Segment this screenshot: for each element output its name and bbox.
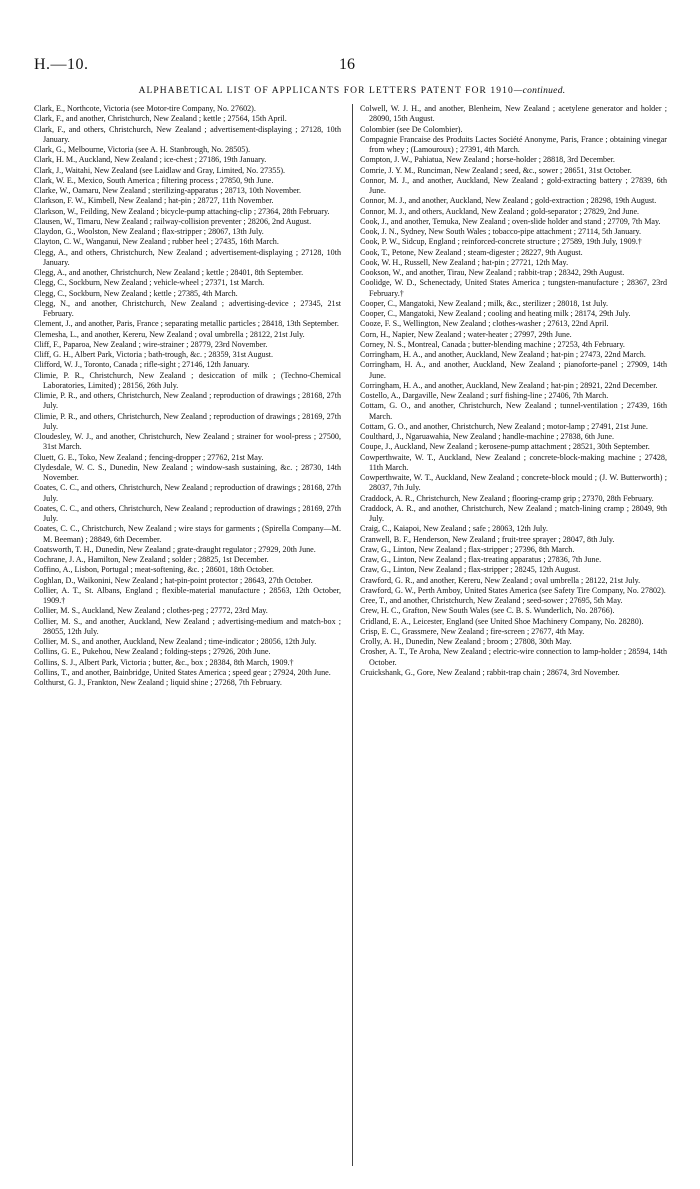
list-entry: Cottam, G. O., and another, Christchurch, New Zealand ; tunnel-ventilation ; 27439, 16th March. (360, 401, 667, 421)
list-entry: Cowperthwaite, W. T., Auckland, New Zealand ; concrete-block-making machine ; 27428, 11th March. (360, 452, 667, 472)
list-entry: Cliff, F., Paparoa, New Zealand ; wire-strainer ; 28779, 23rd November. (34, 339, 268, 349)
list-entry: Craddock, A. R., and another, Christchurch, New Zealand ; match-lining cramp ; 28049, 9th July. (360, 503, 667, 523)
list-entry: Costello, A., Dargaville, New Zealand ; surf fishing-line ; 27406, 7th March. (360, 391, 609, 400)
list-entry: Colombier (see De Colombier). (360, 124, 463, 134)
list-entry: Climie, P. R., and others, Christchurch, New Zealand ; reproduction of drawings ; 28168, 27th July. (34, 391, 341, 411)
list-entry: Craig, C., Kaiapoi, New Zealand ; safe ; 28063, 12th July. (360, 524, 548, 534)
list-entry: Clark, E., Northcote, Victoria (see Motor-tire Company, No. 27602). (34, 104, 256, 113)
list-entry: Collier, M. S., and another, Auckland, New Zealand ; advertising-medium and match-box ; 28055, 12th July. (34, 616, 341, 636)
list-entry: Cowperthwaite, W. T., Auckland, New Zealand ; concrete-block mould ; (J. W. Butterworth) ; 28037, 7th July. (360, 473, 667, 493)
list-entry: Coghlan, D., Waikonini, New Zealand ; hat-pin-point protector ; 28643, 27th October. (34, 575, 313, 585)
list-entry: Collier, A. T., St. Albans, England ; flexible-material manufacture ; 28563, 12th October, 1909.† (34, 585, 341, 605)
list-entry: Cooze, F. S., Wellington, New Zealand ; clothes-washer ; 27613, 22nd April. (360, 319, 609, 329)
list-entry: Cook, T., Petone, New Zealand ; steam-digester ; 28227, 9th August. (360, 247, 583, 257)
title-continued: —continued. (513, 86, 566, 96)
list-entry: Clydesdale, W. C. S., Dunedin, New Zealand ; window-sash sustaining, &c. ; 28730, 14th November. (34, 462, 341, 482)
list-entry: Coates, C. C., and others, Christchurch, New Zealand ; reproduction of drawings ; 28168, 27th July. (34, 483, 341, 503)
list-entry: Clegg, C., Sockburn, New Zealand ; vehicle-wheel ; 27371, 1st March. (34, 278, 265, 288)
list-entry: Colthurst, G. J., Frankton, New Zealand ; liquid shine ; 27268, 7th February. (34, 678, 282, 687)
list-entry: Clarkson, F. W., Kimbell, New Zealand ; hat-pin ; 28727, 11th November. (34, 196, 274, 206)
list-entry: Clark, F., and another, Christchurch, New Zealand ; kettle ; 27564, 15th April. (34, 114, 287, 124)
list-entry: Clark, G., Melbourne, Victoria (see A. H. Stanbrough, No. 28505). (34, 145, 251, 154)
list-entry: Collins, G. E., Pukehou, New Zealand ; folding-steps ; 27926, 20th June. (34, 647, 271, 657)
list-entry: Claydon, G., Woolston, New Zealand ; flax-stripper ; 28067, 13th July. (34, 227, 264, 236)
list-entry: Cruickshank, G., Gore, New Zealand ; rabbit-trap chain ; 28674, 3rd November. (360, 667, 620, 677)
list-entry: Cookson, W., and another, Tirau, New Zealand ; rabbit-trap ; 28342, 29th August. (360, 268, 625, 277)
list-entry: Corn, H., Napier, New Zealand ; water-heater ; 27997, 29th June. (360, 329, 572, 339)
list-entry: Cluett, G. E., Toko, New Zealand ; fencing-dropper ; 27762, 21st May. (34, 452, 264, 462)
list-entry: Coupe, J., Auckland, New Zealand ; kerosene-pump attachment ; 28521, 30th September. (360, 442, 650, 452)
list-entry: Clement, J., and another, Paris, France ; separating metallic particles ; 28418, 13th September. (34, 319, 339, 329)
list-entry: Corringham, H. A., and another, Auckland, New Zealand ; hat-pin ; 28921, 22nd December. (360, 380, 658, 390)
list-entry: Cloudesley, W. J., and another, Christchurch, New Zealand ; strainer for wool-press ; 27500, 31st March. (34, 432, 341, 452)
list-entry: Cooper, C., Mangatoki, New Zealand ; cooling and heating milk ; 28174, 29th July. (360, 309, 631, 318)
title-main: ALPHABETICAL LIST OF APPLICANTS FOR LETTERS PATENT FOR 1910 (138, 86, 514, 96)
list-entry: Clarke, W., Oamaru, New Zealand ; sterilizing-apparatus ; 28713, 10th November. (34, 186, 302, 195)
list-entry: Clegg, A., and another, Christchurch, New Zealand ; kettle ; 28401, 8th September. (34, 268, 304, 277)
list-entry: Compton, J. W., Pahiatua, New Zealand ; horse-holder ; 28818, 3rd December. (360, 155, 615, 165)
list-entry: Cree, T., and another, Christchurch, New Zealand ; seed-sower ; 27695, 5th May. (360, 596, 623, 605)
list-entry: Coulthard, J., Ngaruawahia, New Zealand ; handle-machine ; 27838, 6th June. (360, 432, 614, 441)
list-entry: Clausen, W., Timaru, New Zealand ; railway-collision preventer ; 28206, 2nd August. (34, 216, 312, 226)
list-entry: Crawford, G. W., Perth Amboy, United States America (see Safety Tire Company, No. 27802). (360, 585, 666, 595)
list-entry: Coolidge, W. D., Schenectady, United States America ; tungsten-manufacture ; 28367, 23rd February.† (360, 278, 667, 298)
list-entry: Connor, M. J., and others, Auckland, New Zealand ; gold-separator ; 27829, 2nd June. (360, 206, 640, 216)
list-entry: Clegg, N., and another, Christchurch, New Zealand ; advertising-device ; 27345, 21st February. (34, 298, 341, 318)
list-entry: Collins, S. J., Albert Park, Victoria ; butter, &c., box ; 28384, 8th March, 1909.† (34, 657, 294, 667)
list-entry: Collins, T., and another, Bainbridge, United States America ; speed gear ; 27924, 20th June. (34, 667, 331, 677)
page-header (34, 56, 670, 76)
list-entry: Corney, N. S., Montreal, Canada ; butter-blending machine ; 27253, 4th February. (360, 339, 625, 349)
page-title (34, 86, 670, 96)
list-entry: Cook, J. N., Sydney, New South Wales ; tobacco-pipe attachment ; 27114, 5th January. (360, 227, 642, 236)
right-column (360, 104, 667, 678)
list-entry: Cliff, G. H., Albert Park, Victoria ; bath-trough, &c. ; 28359, 31st August. (34, 350, 274, 359)
list-entry: Climie, P. R., and others, Christchurch, New Zealand ; reproduction of drawings ; 28169, 27th July. (34, 411, 341, 431)
list-entry: Cook, W. H., Russell, New Zealand ; hat-pin ; 27721, 12th May. (360, 257, 569, 267)
list-entry: Clark, H. M., Auckland, New Zealand ; ice-chest ; 27186, 19th January. (34, 155, 267, 165)
list-entry: Clemesha, L., and another, Kereru, New Zealand ; oval umbrella ; 28122, 21st July. (34, 329, 305, 339)
list-entry: Cranwell, B. F., Henderson, New Zealand ; fruit-tree sprayer ; 28047, 8th July. (360, 534, 615, 544)
page-number: 16 (339, 56, 355, 73)
document-reference: H.—10. (34, 56, 89, 73)
list-entry: Cook, P. W., Sidcup, England ; reinforced-concrete structure ; 27589, 19th July, 1909.† (360, 237, 642, 247)
list-entry: Craw, G., Linton, New Zealand ; flax-treating apparatus ; 27836, 7th June. (360, 555, 602, 564)
list-entry: Coates, C. C., and others, Christchurch, New Zealand ; reproduction of drawings ; 28169, 27th July. (34, 503, 341, 523)
list-entry: Cridland, E. A., Leicester, England (see United Shoe Machinery Company, No. 28280). (360, 616, 644, 626)
list-entry: Clifford, W. J., Toronto, Canada ; rifle-sight ; 27146, 12th January. (34, 360, 250, 370)
list-entry: Crawford, G. R., and another, Kereru, New Zealand ; oval umbrella ; 28122, 21st July. (360, 575, 641, 585)
list-entry: Cottam, G. O., and another, Christchurch, New Zealand ; motor-lamp ; 27491, 21st June. (360, 421, 648, 431)
left-column (34, 104, 341, 688)
list-entry: Climie, P. R., Christchurch, New Zealand ; desiccation of milk ; (Techno-Chemical Laboratories, Limited) ; 28156, 26th July. (34, 370, 341, 390)
list-entry: Collier, M. S., Auckland, New Zealand ; clothes-peg ; 27772, 23rd May. (34, 606, 268, 616)
list-entry: Craddock, A. R., Christchurch, New Zealand ; flooring-cramp grip ; 27370, 28th February. (360, 493, 654, 503)
list-entry: Cochrane, J. A., Hamilton, New Zealand ; solder ; 28825, 1st December. (34, 555, 269, 564)
list-entry: Crisp, E. C., Grassmere, New Zealand ; fire-screen ; 27677, 4th May. (360, 626, 585, 636)
list-entry: Cooper, C., Mangatoki, New Zealand ; milk, &c., sterilizer ; 28018, 1st July. (360, 298, 608, 308)
list-entry: Corringham, H. A., and another, Auckland, New Zealand ; hat-pin ; 27473, 22nd March. (360, 350, 646, 359)
list-entry: Coates, C. C., Christchurch, New Zealand ; wire stays for garments ; (Spirella Company—M. M. Beeman) ; 28849, 6th December. (34, 524, 341, 544)
list-entry: Craw, G., Linton, New Zealand ; flax-stripper ; 28245, 12th August. (360, 565, 581, 575)
list-entry: Clark, F., and others, Christchurch, New Zealand ; advertisement-displaying ; 27128, 10th January. (34, 124, 341, 144)
list-entry: Crolly, A. H., Dunedin, New Zealand ; broom ; 27808, 30th May. (360, 637, 572, 646)
list-entry: Compagnie Francaise des Produits Lactes Société Anonyme, Paris, France ; obtaining vinegar from whey ; (Lamouroux) ; 27391, 4th March. (360, 134, 667, 154)
list-entry: Collier, M. S., and another, Auckland, New Zealand ; time-indicator ; 28056, 12th July. (34, 637, 317, 646)
list-entry: Craw, G., Linton, New Zealand ; flax-stripper ; 27396, 8th March. (360, 544, 575, 554)
list-entry: Clarkson, W., Feilding, New Zealand ; bicycle-pump attaching-clip ; 27364, 28th February. (34, 206, 330, 216)
list-entry: Colwell, W. J. H., and another, Blenheim, New Zealand ; acetylene generator and holder ; 28090, 15th August. (360, 104, 667, 124)
list-entry: Clegg, C., Sockburn, New Zealand ; kettle ; 27385, 4th March. (34, 288, 238, 298)
list-entry: Connor, M. J., and another, Auckland, New Zealand ; gold-extraction ; 28298, 19th August. (360, 196, 657, 206)
list-entry: Clayton, C. W., Wanganui, New Zealand ; rubber heel ; 27435, 16th March. (34, 237, 279, 247)
list-entry: Cook, J., and another, Temuka, New Zealand ; oven-slide holder and stand ; 27709, 7th May. (360, 216, 661, 226)
list-entry: Corringham, H. A., and another, Auckland, New Zealand ; pianoforte-panel ; 27909, 14th June. (360, 360, 667, 380)
list-entry: Crosher, A. T., Te Aroha, New Zealand ; electric-wire connection to lamp-holder ; 28594, 14th October. (360, 647, 667, 667)
column-divider (352, 104, 353, 1166)
list-entry: Connor, M. J., and another, Auckland, New Zealand ; gold-extracting battery ; 27839, 6th June. (360, 175, 667, 195)
list-entry: Clark, W. E., Mexico, South America ; filtering process ; 27850, 9th June. (34, 175, 274, 185)
list-entry: Comrie, J. Y. M., Runciman, New Zealand ; seed, &c., sower ; 28651, 31st October. (360, 165, 632, 175)
list-entry: Coatsworth, T. H., Dunedin, New Zealand ; grate-draught regulator ; 27929, 20th June. (34, 544, 316, 554)
list-entry: Clark, J., Waitahi, New Zealand (see Laidlaw and Gray, Limited, No. 27355). (34, 165, 286, 175)
list-entry: Coffino, A., Lisbon, Portugal ; meat-softening, &c. ; 28601, 18th October. (34, 565, 274, 575)
list-entry: Crew, H. C., Grafton, New South Wales (see C. B. S. Wunderlich, No. 28766). (360, 606, 615, 616)
list-entry: Clegg, A., and others, Christchurch, New Zealand ; advertisement-displaying ; 27128, 10th January. (34, 247, 341, 267)
